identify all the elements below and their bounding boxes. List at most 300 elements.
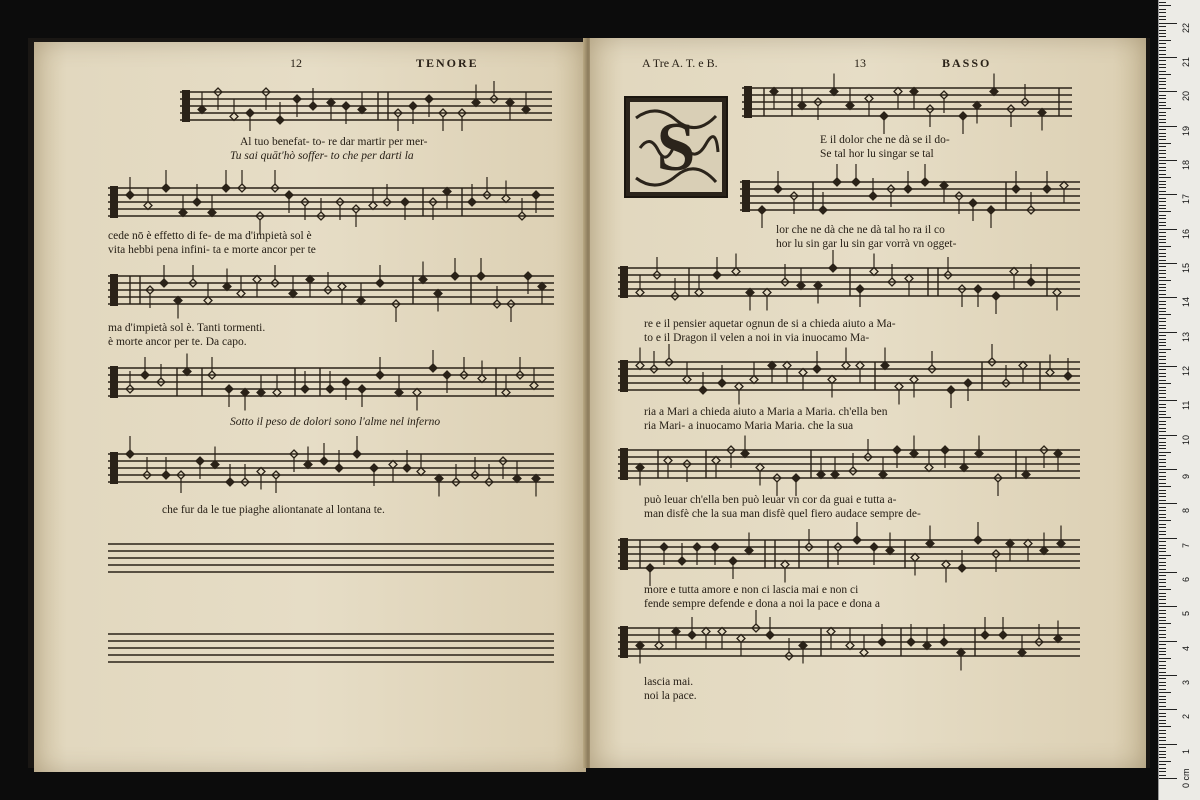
ruler-tick [1159,411,1166,412]
note-head [678,557,686,565]
ruler-tick [1159,462,1166,463]
ruler-tick [1159,102,1166,103]
note-head [774,185,782,193]
ruler-tick [1159,548,1166,549]
ruler-tick [1159,139,1166,140]
ruler-tick [1159,476,1166,477]
note-head [688,631,696,639]
ruler-tick [1159,510,1166,511]
ruler-tick [1159,294,1166,295]
ruler-tick [1159,376,1166,377]
clef [620,448,628,480]
ruler-tick [1159,23,1177,24]
ruler-tick [1159,304,1166,305]
ruler-tick [1159,723,1166,724]
lyric-line: che fur da le tue piaghe aliontanate al lontana te. [162,504,385,516]
voice-heading: A Tre A. T. e B. [642,56,718,70]
ruler-tick [1159,225,1166,226]
ruler-tick [1159,545,1166,546]
ruler-tick [1159,706,1166,707]
ruler-tick [1159,153,1166,154]
ruler-tick [1159,232,1166,233]
ruler-label: 3 [1181,679,1191,685]
ruler-tick [1159,730,1166,731]
ruler-tick [1159,617,1166,618]
ruler-tick [1159,751,1166,752]
note-head [904,185,912,193]
note-head [833,178,841,186]
lyric-line: cede nō è effetto di fe- de ma d'impietà sol è [108,230,312,242]
ruler-tick [1159,503,1177,504]
note-head [293,95,301,103]
ruler-tick [1159,634,1166,635]
clef [620,360,628,392]
lyric-line: re e il pensier aquetar ognun de si a chieda aiuto a Ma- [644,318,896,330]
ruler-tick [1159,352,1166,353]
ruler-tick [1159,74,1171,75]
ruler-tick [1159,744,1177,745]
note-head [222,184,230,192]
page-number-right: 13 [854,56,866,70]
note-head [409,102,417,110]
ruler-tick [1159,150,1166,151]
note-head [699,386,707,394]
ruler-tick [1159,713,1166,714]
ruler-tick [1159,689,1166,690]
ruler-tick [1159,19,1166,20]
ruler-tick [1159,472,1166,473]
clef [742,180,750,212]
ruler-tick [1159,596,1166,597]
ruler-tick [1159,9,1166,10]
note-head [880,112,888,120]
note-head [711,543,719,551]
ruler-tick [1159,133,1166,134]
note-head [443,371,451,379]
ruler-label: 19 [1181,125,1191,136]
ruler-tick [1159,339,1166,340]
ruler-tick [1159,108,1171,109]
note-head [969,199,977,207]
ruler-tick [1159,50,1166,51]
ruler-tick [1159,236,1166,237]
staff-r4 [618,354,1080,396]
ruler-tick [1159,483,1166,484]
clef [620,538,628,570]
ruler-tick [1159,757,1166,758]
ruler-tick [1159,78,1166,79]
ruler-tick [1159,297,1177,298]
lyric-line: Sotto il peso de dolori sono l'alme nel inferno [230,416,441,428]
ruler-tick [1159,201,1166,202]
ruler-tick [1159,270,1166,271]
ruler-tick [1159,586,1166,587]
note-head [987,206,995,214]
ruler-tick [1159,363,1166,364]
note-head [477,272,485,280]
ruler-tick [1159,442,1166,443]
lyric-line: noi la pace. [644,690,697,702]
ruler-tick [1159,720,1166,721]
note-head [999,631,1007,639]
ruler-tick [1159,54,1166,55]
ruler-tick [1159,514,1166,515]
ruler-tick [1159,239,1166,240]
ruler-tick [1159,466,1166,467]
ruler-tick [1159,256,1166,257]
ruler-tick [1159,71,1166,72]
note-head [713,271,721,279]
ruler-tick [1159,284,1166,285]
ruler-tick [1159,122,1166,123]
ruler-label: 5 [1181,611,1191,617]
ruler-tick [1159,26,1166,27]
ruler-tick [1159,448,1166,449]
ruler-tick [1159,115,1166,116]
ruler-tick [1159,589,1171,590]
ruler-tick [1159,64,1166,65]
ruler-label: 18 [1181,159,1191,170]
ruler-tick [1159,404,1166,405]
ruler-tick [1159,332,1177,333]
ruler-tick [1159,205,1166,206]
staff-3 [108,268,554,310]
note-head [869,192,877,200]
ruler-tick [1159,740,1166,741]
staff-2 [108,180,554,222]
ruler-tick [1159,397,1166,398]
ruler-label: 6 [1181,576,1191,582]
ruler-tick [1159,187,1166,188]
ruler-tick [1159,345,1166,346]
lyric-line: è morte ancor per te. Da capo. [108,336,247,348]
note-head [451,272,459,280]
ruler-tick [1159,771,1166,772]
ruler-tick [1159,610,1166,611]
staff-4 [108,360,554,402]
ruler-tick [1159,129,1166,130]
note-head [693,543,701,551]
ruler-tick [1159,582,1166,583]
note-head [870,543,878,551]
ruler-tick [1159,593,1166,594]
note-head [468,198,476,206]
note-head [425,95,433,103]
ruler-tick [1159,325,1166,326]
ruler-tick [1159,12,1166,13]
lyric-line: man disfè che la sua man disfè quel fiero audace sempre de- [644,508,921,520]
note-head [1012,185,1020,193]
ruler-tick [1159,507,1166,508]
ruler-label: 2 [1181,714,1191,720]
ruler-label: 0 cm [1181,768,1191,788]
note-head [852,178,860,186]
ruler-tick [1159,60,1166,61]
note-head [1064,372,1072,380]
ruler-tick [1159,569,1166,570]
note-head [162,184,170,192]
ruler-tick [1159,198,1166,199]
note-head [162,471,170,479]
ruler-tick [1159,630,1166,631]
note-head [964,379,972,387]
ruler-tick [1159,167,1166,168]
ruler-tick [1159,726,1171,727]
note-head [792,474,800,482]
book-spread [28,38,1150,768]
ruler-tick [1159,623,1171,624]
ruler-tick [1159,651,1166,652]
ruler-tick [1159,716,1166,717]
ruler-tick [1159,572,1177,573]
ruler-tick [1159,658,1171,659]
lyric-line: Al tuo benefat- to- re dar martir per mer- [240,136,428,148]
ruler-tick [1159,417,1171,418]
lyric-line: hor lu sin gar lu sin gar vorrà vn ogget- [776,238,957,250]
ruler-label: 17 [1181,194,1191,205]
ruler-tick [1159,211,1171,212]
ruler-tick [1159,692,1171,693]
note-head [376,279,384,287]
ruler-tick [1159,541,1166,542]
ruler-tick [1159,486,1171,487]
ruler-tick [1159,191,1166,192]
ruler-tick [1159,36,1166,37]
ruler-tick [1159,383,1171,384]
page-number-left: 12 [290,56,302,70]
note-head [729,557,737,565]
note-head [829,264,837,272]
note-head [335,464,343,472]
ruler-tick [1159,380,1166,381]
ruler-label: 22 [1181,22,1191,33]
ruler-tick [1159,459,1166,460]
ruler-tick [1159,160,1177,161]
ruler-tick [1159,551,1166,552]
note-head [940,638,948,646]
ruler-tick [1159,290,1166,291]
ruler-tick [1159,67,1166,68]
lyric-line: Tu sai quāt'hò soffer- to che per darti la [230,150,414,162]
ruler-tick [1159,479,1166,480]
note-head [246,109,254,117]
ruler-tick [1159,157,1166,158]
ruler-tick [1159,33,1166,34]
clef [744,86,752,118]
ruler-tick [1159,438,1166,439]
ruler-tick [1159,242,1166,243]
ruler-tick [1159,555,1171,556]
ruler-tick [1159,452,1171,453]
running-head-right: BASSO [942,56,992,70]
ruler-tick [1159,88,1166,89]
ruler-label: 21 [1181,56,1191,67]
ruler-tick [1159,400,1177,401]
ruler-tick [1159,761,1171,762]
ruler-tick [1159,699,1166,700]
ruler-tick [1159,273,1166,274]
ruler-tick [1159,455,1166,456]
ruler-tick [1159,81,1166,82]
ruler-tick [1159,668,1166,669]
ruler-tick [1159,678,1166,679]
ruler-tick [1159,414,1166,415]
note-head [326,385,334,393]
note-head [893,446,901,454]
ruler-tick [1159,768,1166,769]
ruler-tick [1159,95,1166,96]
ruler-tick [1159,177,1171,178]
lyric-line: ma d'impietà sol è. Tanti tormenti. [108,322,266,334]
staff-5 [108,446,554,488]
ruler-tick [1159,733,1166,734]
staff-1 [180,84,552,126]
ruler-label: 13 [1181,331,1191,342]
ruler-label: 7 [1181,542,1191,548]
note-head [301,385,309,393]
ruler-tick [1159,369,1166,370]
staff-r5 [618,442,1080,484]
ruler-tick [1159,215,1166,216]
ruler-tick [1159,366,1177,367]
ruler-tick [1159,126,1177,127]
ruler-tick [1159,648,1166,649]
staff-r2 [740,174,1080,216]
ruler-tick [1159,775,1166,776]
ruler-tick [1159,387,1166,388]
note-head [353,450,361,458]
ruler-tick [1159,424,1166,425]
clef [620,266,628,298]
right-page [590,38,1146,768]
ruler-tick [1159,393,1166,394]
note-head [974,536,982,544]
ruler-tick [1159,620,1166,621]
ruler-tick [1159,538,1177,539]
ruler-label: 20 [1181,91,1191,102]
ruler-tick [1159,98,1166,99]
ruler-tick [1159,222,1166,223]
lyric-line: vita hebbi pena infini- ta e morte ancor per te [108,244,316,256]
ruler-tick [1159,599,1166,600]
ruler-tick [1159,356,1166,357]
note-head [660,543,668,551]
note-head [853,536,861,544]
ruler-tick [1159,709,1177,710]
lyric-line: lascia mai. [644,676,694,688]
ruler-tick [1159,43,1166,44]
ruler-tick [1159,407,1166,408]
ruler-tick [1159,318,1166,319]
ruler-tick [1159,308,1166,309]
note-head [947,386,955,394]
ruler-label: 9 [1181,473,1191,479]
note-head [981,631,989,639]
ruler-tick [1159,637,1166,638]
note-head [126,450,134,458]
lyric-line: ria a Mari a chieda aiuto a Maria a Maria. ch'ella ben [644,406,888,418]
lyric-line: può leuar ch'ella ben può leuar vn cor da guai e tutta a- [644,494,897,506]
ruler-tick [1159,321,1166,322]
note-head [401,198,409,206]
note-head [524,272,532,280]
ruler-tick [1159,606,1177,607]
note-head [974,285,982,293]
ruler-tick [1159,641,1177,642]
lyric-line: E il dolor che ne dà se il do- [820,134,950,146]
staff-r1 [742,80,1072,122]
note-head [126,191,134,199]
note-head [342,102,350,110]
ruler-tick [1159,435,1177,436]
ruler-tick [1159,490,1166,491]
lyric-line: ria Mari- a inuocamo Maria Maria. che la sua [644,420,854,432]
ruler-tick [1159,260,1166,261]
ruler-tick [1159,301,1166,302]
ruler-tick [1159,565,1166,566]
ruler-tick [1159,665,1166,666]
ruler-tick [1159,702,1166,703]
ruler-tick [1159,579,1166,580]
ruler-tick [1159,136,1166,137]
ruler-tick [1159,654,1166,655]
ruler-tick [1159,143,1171,144]
ruler-tick [1159,421,1166,422]
note-head [1027,278,1035,286]
ruler-tick [1159,253,1166,254]
ruler-label: 11 [1181,400,1191,411]
ruler-tick [1159,428,1166,429]
note-head [532,191,540,199]
ruler-tick [1159,328,1166,329]
note-head [285,191,293,199]
ruler-tick [1159,57,1177,58]
ruler-tick [1159,747,1166,748]
ruler-tick [1159,661,1166,662]
ruler-tick [1159,627,1166,628]
ruler-tick [1159,672,1166,673]
ruler-tick [1159,311,1166,312]
ruler-tick [1159,266,1166,267]
measurement-ruler [1158,0,1200,800]
ruler-tick [1159,558,1166,559]
lyric-line: fende sempre defende e dona a noi la pace e dona a [644,598,880,610]
ruler-tick [1159,575,1166,576]
ruler-tick [1159,520,1171,521]
ruler-tick [1159,754,1166,755]
ruler-label: 15 [1181,262,1191,273]
ruler-tick [1159,696,1166,697]
note-head [403,464,411,472]
ruler-tick [1159,16,1166,17]
running-head-left: TENORE [416,56,479,70]
ruler-tick [1159,431,1166,432]
clef [110,186,118,218]
note-head [276,116,284,124]
decorated-initial [624,96,728,198]
ruler-label: 10 [1181,434,1191,445]
ruler-tick [1159,764,1166,765]
note-head [856,285,864,293]
ruler-tick [1159,603,1166,604]
note-head [141,371,149,379]
ruler-tick [1159,174,1166,175]
ruler-tick [1159,181,1166,182]
note-head [766,631,774,639]
ruler-tick [1159,737,1166,738]
note-head [320,457,328,465]
ruler-tick [1159,105,1166,106]
